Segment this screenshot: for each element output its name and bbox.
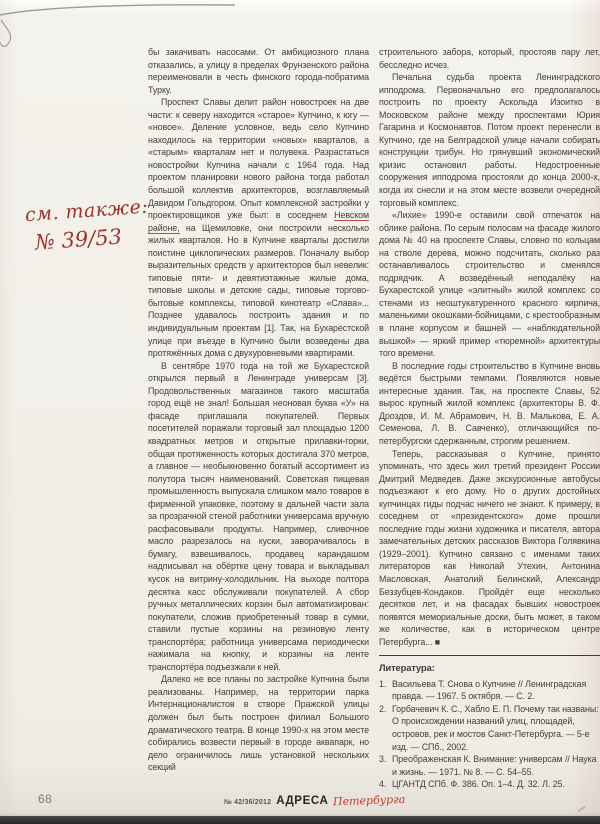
scan-artifact-line: [0, 0, 240, 52]
footer-magazine-subtitle: Петербурга: [333, 792, 406, 809]
literature-item: [379, 703, 600, 753]
literature-item-text: ЦГАНТД СПб. Ф. 386. Оп. 1–4. Д. 32. Л. 25.: [392, 779, 565, 790]
literature-item: [379, 778, 600, 791]
left-text-column: [148, 46, 369, 792]
paragraph: В последние годы строительство в Купчине вновь ведётся быстрыми темпами. Появляются новые интересные здания. Так, на проспекте Славы, 52 вырос крупный жилой комплекс (архитекторы В. Ф. Дроздов, И. М. Абрамович, Н. В. Малькова, Е. А. Семенова, Л. В. Савченко), отличающийся по-петербургски сдержанным, строгим решением.: [379, 360, 600, 446]
paragraph: Далеко не все планы по застройке Купчина были реализованы. Например, на территории парка Интернационалистов в створе Пражской улицы должен был быть построен филиал Большого драматического театра. В конце 1990-х на этом месте собирались возвести первый в городе аквапарк, но дело ограничилось лишь установкой нескольких секций: [148, 674, 369, 773]
paragraph-text: на Щемиловке, они построили несколько жилых кварталов. Но в Купчине кварталы достигли поистине циклопических размеров. Поначалу выбор выразительных средств у архитекторов был невелик: типовые пяти- и девятиэтажные жилые дома, типовые школы и детские сады, типовые торгово-бытовые комплексы, типовой кинотеатр «Слава»... Позднее удавалось построить здания и по индивидуальным проектам [1]. Так, на Бухарестской улице при въезде в Купчино были возведены два протяжённых дома с двухуровневыми квартирами.: [148, 222, 369, 359]
paragraph: «Лихие» 1990-е оставили свой отпечаток на облике района. По серым полосам на фасаде жилого дома № 40 на проспекте Славы, словно по кольцам на стволе дерева, можно подсчитать, сколько раз останавливалось строительство и сменялся подрядчик. А возведённый неподалёку на Бухарестской улице «элитный» жилой комплекс со стенами из неоштукатуренного красного кирпича, маленькими окошками-бойницами, с крестообразным в плане корпусом и башней — «наблюдательной вышкой» — яркий пример «тюремной» архитектуры того времени.: [379, 210, 600, 359]
red-underlined-phrase: Невском районе,: [148, 210, 369, 233]
literature-item: [379, 753, 600, 778]
page-number: 68: [38, 792, 53, 806]
section-divider: [379, 655, 600, 656]
paragraph-text: Проспект Славы делит район новостроек на две части: к северу находится «старое» Купчино, к югу — «новое». Деление условное, ведь село Купчино находилось на территории «новых» кварталов, а «старым» кварталам нет и полувека. Разрастаться новостройки Купчина начали с 1964 года. Над проектом планировки нового района тогда работал большой коллектив архитекторов, возглавляемый Давидом Гольдгором. Опыт комплексной застройки у проектировщиков уже был: в соседнем: [148, 97, 369, 221]
literature-item-text: Васильева Т. Снова о Купчине // Ленинградская правда. — 1967. 5 октября. — С. 2.: [392, 678, 587, 702]
paragraph: строительного забора, который, простояв пару лет, бесследно исчез.: [379, 47, 600, 70]
paragraph: [148, 96, 369, 359]
footer-magazine-title: АДРЕСА: [276, 795, 329, 807]
paragraph: Печальна судьба проекта Ленинградского ипподрома. Первоначально его предполагалось построить по проекту Аскольда Изоитко в Московском районе между проспектами Юрия Гагарина и Космонавтов. Потом проект перенесли в Купчино, где на Белградской улице начали собирать конструкции трибун. Но грянувший экономический кризис остановил работы. Недостроенные сооружения ипподрома простояли до конца 2000-х, когда их снесли и на этом месте возвели очередной торговый комплекс.: [379, 72, 600, 208]
paragraph: Теперь, рассказывая о Купчине, принято упоминать, что здесь жил третий президент России Дмитрий Медведев. Даже экскурсионные автобусы подъезжают к его дому. Но о других достойных купчинцах гиды подчас ничего не знают. К примеру, в соседнем от «президентского» доме прошли последние годы жизни художника и писателя, автора замечательных детских рассказов Виктора Голявкина (1929–2001). Купчино связано с именами таких литераторов как Николай Утехин, Антонина Масловская, Анатолий Белинский, Александр Беззубцев-Кондаков. Пройдёт еще несколько десятков лет, и на фасадах бывших новостроек появятся мемориальные доски, быть может, в таком же количестве, как в историческом центре Петербурга... ■: [379, 448, 600, 647]
scanner-edge-band: [0, 816, 600, 824]
scan-artifact-mark: [577, 806, 586, 813]
footer-brand: [224, 794, 406, 807]
paragraph: В сентябре 1970 года на той же Бухарестской открылся первый в Ленинграде универсам [3]. Продовольственных магазинов такого масштаба город ещё не знал! Большая неоновая буква «У» на фасаде приглашала покупателей. Первых посетителей поражали торговый зал площадью 1200 квадратных метров и открытые прилавки-горки, общая протяженность которых достигала 370 метров, а главное — необыкновенно богатый ассортимент из полутора тысяч наименований. Советская пищевая промышленность выпускала слишком мало товаров в фирменной упаковке, поэтому в дальней части зала за прозрачной стеной работники универсама вручную расфасовывали продукты. Например, сливочное масло разрезалось на куски, заворачивалось в бумагу, взвешивалось, продавец карандашом надписывал на обёртке цену товара и выкладывал кусок на витрину-холодильник. На выходе полтора десятка касс обслуживали покупателей. А сбор ручных металлических корзин был автоматизирован: покупатели, сложив приобретенный товар в сумки, ставили пустые корзины на резиновую ленту транспортёра; работница универсама периодически нажимала на кнопку, и корзины на ленте транспортёра подъезжали к ней.: [148, 360, 369, 672]
literature-item-number: 1.: [379, 678, 387, 689]
margin-note-line2: № 39/53: [34, 224, 123, 255]
literature-item-text: Горбачевич К. С., Хабло Е. П. Почему так названы: О происхождении названий улиц, площадей, островов, рек и мостов Санкт-Петербурга. — 5-е изд. — СПб., 2002.: [392, 703, 599, 752]
literature-heading: Литература:: [379, 663, 435, 674]
margin-note-line1: см. также:: [24, 195, 149, 227]
handwritten-margin-note: [24, 196, 147, 256]
literature-item: [379, 678, 600, 703]
literature-item-number: 4.: [379, 779, 387, 790]
right-text-column: [379, 46, 600, 791]
paragraph: бы закачивать насосами. От амбициозного плана отказались, а улицу в пределах Фрунзенского района переименовали в честь финского города-побратима Турку.: [148, 47, 369, 95]
literature-item-text: Преображенская К. Внимание: универсам // Наука и жизнь. — 1971. № 8. — С. 54–55.: [392, 754, 597, 777]
literature-item-number: 3.: [379, 754, 387, 765]
literature-item-number: 2.: [379, 703, 387, 714]
footer-issue-number: № 42/36/2012: [224, 799, 272, 806]
